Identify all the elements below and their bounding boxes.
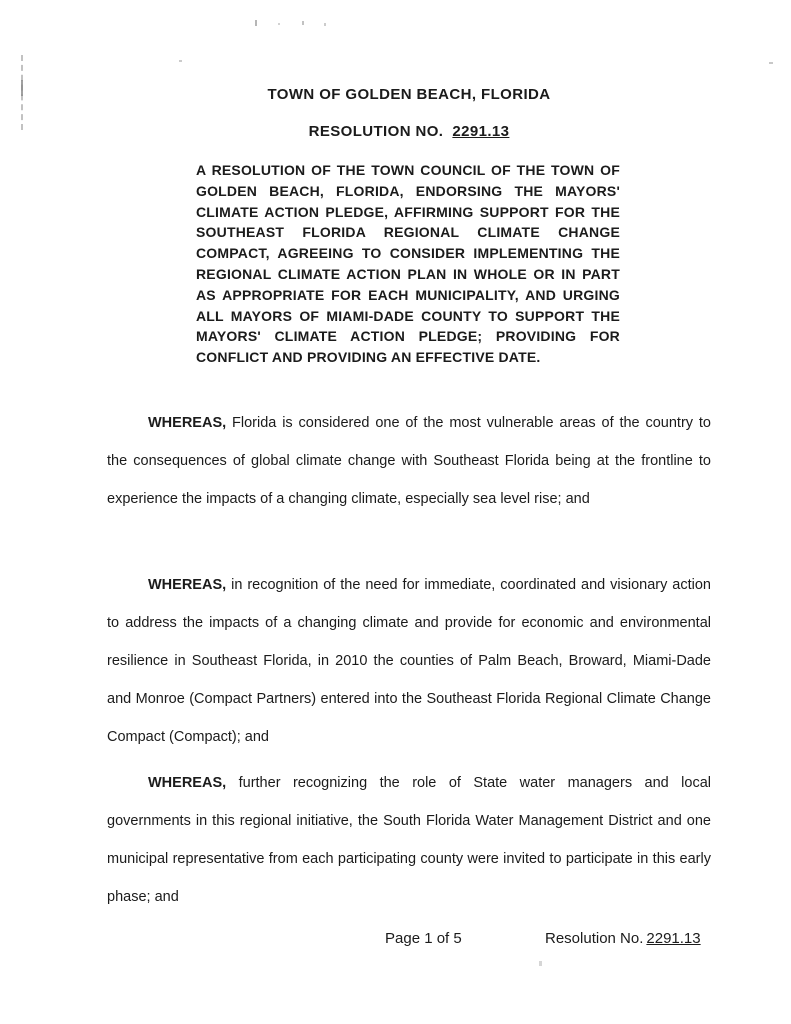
resolution-label: RESOLUTION NO. (308, 123, 444, 140)
resolution-heading (107, 123, 711, 140)
footer-resolution (545, 930, 701, 947)
whereas-paragraph-2 (107, 566, 711, 756)
page-number: Page 1 of 5 (385, 930, 462, 947)
whereas-paragraph-1 (107, 404, 711, 518)
paragraph-text: Florida is considered one of the most vulnerable areas of the country to the consequences of global climate change with Southeast Florida being at the frontline to experience the impacts of a changing climate, especially sea level rise; and (107, 415, 711, 507)
scan-artifact-speck (539, 961, 542, 966)
paragraph-text: in recognition of the need for immediate, coordinated and visionary action to address the impacts of a changing climate and provide for economic and environmental resilience in Southeast Florida, in 2010 the counties of Palm Beach, Broward, Miami-Dade and Monroe (Compact Partners) entered into the Southeast Florida Regional Climate Change Compact (Compact); and (107, 577, 711, 745)
resolution-number: 2291.13 (452, 123, 510, 140)
scan-artifact-speck (255, 20, 257, 26)
resolution-summary: A RESOLUTION OF THE TOWN COUNCIL OF THE TOWN OF GOLDEN BEACH, FLORIDA, ENDORSING THE MAYORS' CLIMATE ACTION PLEDGE, AFFIRMING SUPPORT FOR THE SOUTHEAST FLORIDA REGIONAL CLIMATE CHANGE COMPACT, AGREEING TO CONSIDER IMPLEMENTING THE REGIONAL CLIMATE ACTION PLAN IN WHOLE OR IN PART AS APPROPRIATE FOR EACH MUNICIPALITY, AND URGING ALL MAYORS OF MIAMI-DADE COUNTY TO SUPPORT THE MAYORS' CLIMATE ACTION PLEDGE; PROVIDING FOR CONFLICT AND PROVIDING AN EFFECTIVE DATE. (196, 162, 620, 366)
footer-resolution-number: 2291.13 (646, 930, 701, 947)
scan-artifact-speck (769, 62, 773, 64)
whereas-lead: WHEREAS, (148, 415, 227, 431)
scan-artifact-left-edge-dark (21, 80, 23, 96)
scan-artifact-speck (324, 23, 326, 26)
scan-artifact-left-edge (21, 55, 23, 130)
whereas-lead: WHEREAS, (148, 577, 227, 593)
town-title: TOWN OF GOLDEN BEACH, FLORIDA (267, 86, 551, 103)
scan-artifact-speck (278, 23, 280, 25)
footer-resolution-label: Resolution No. (545, 930, 644, 947)
whereas-lead: WHEREAS, (148, 775, 227, 791)
scan-artifact-speck (179, 60, 182, 62)
paragraph-text: further recognizing the role of State water managers and local governments in this regional initiative, the South Florida Water Management District and one municipal representative from each participating county were invited to participate in this early phase; and (107, 775, 711, 905)
scan-artifact-speck (302, 21, 304, 25)
whereas-paragraph-3 (107, 764, 711, 916)
